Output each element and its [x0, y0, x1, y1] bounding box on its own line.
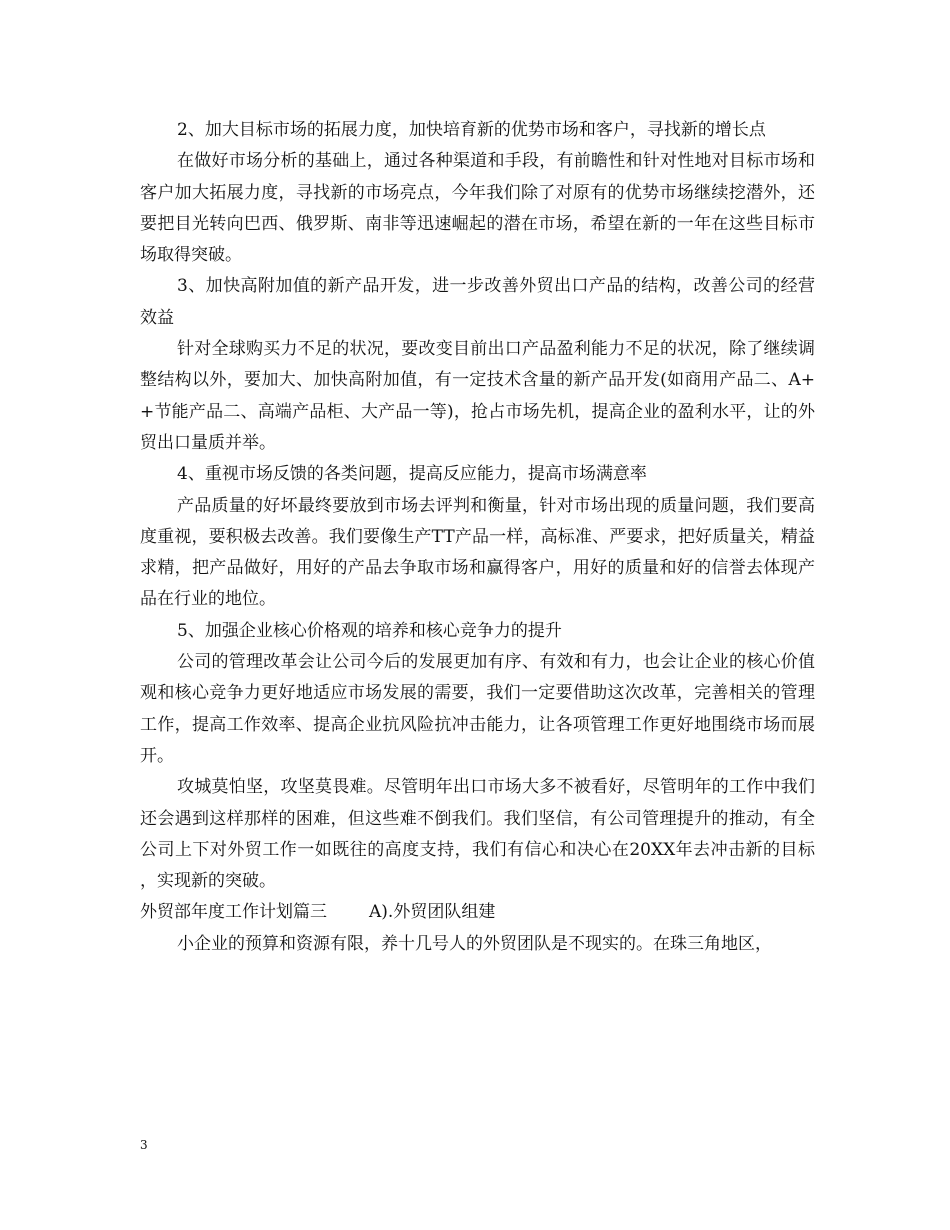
paragraph-item-2-heading: 2、加大目标市场的拓展力度，加快培育新的优势市场和客户，寻找新的增长点 [177, 120, 766, 140]
page-number: 3 [140, 1138, 148, 1152]
paragraph-item-4-heading: 4、重视市场反馈的各类问题，提高反应能力，提高市场满意率 [177, 464, 647, 485]
paragraph-closing: 攻城莫怕坚，攻坚莫畏难。尽管明年出口市场大多不被看好，尽管明年的工作中我们还会遇到这样那样的困难，但这些难不倒我们。我们坚信，有公司管理提升的推动，有全公司上下对外贸工作一如既往的高度支持，我们有信心和决心在20XX年去冲击新的目标 ，实现新的突破。 [140, 777, 815, 892]
paragraph-team-building: 小企业的预算和资源有限，养十几号人的外贸团队是不现实的。在珠三角地区， [177, 933, 772, 954]
paragraph-item-3-body: 针对全球购买力不足的状况，要改变目前出口产品盈利能力不足的状况，除了继续调整结构以外，要加大、加快高附加值，有一定技术含量的新产品开发(如商用产品二、A++节能产品二、高端产品柜、大产品一等)，抢占市场先机，提高企业的盈利水平，让的外贸出口量质并举。 [140, 339, 815, 453]
paragraph-item-3-heading: 3、加快高附加值的新产品开发，进一步改善外贸出口产品的结构，改善公司的经营效益 [140, 276, 815, 328]
document-body [140, 115, 815, 960]
paragraph-item-5-body: 公司的管理改革会让公司今后的发展更加有序、有效和有力，也会让企业的核心价值观和核心竞争力更好地适应市场发展的需要，我们一定要借助这次改革，完善相关的管理工作，提高工作效率、提高企业抗风险抗冲击能力，让各项管理工作更好地围绕市场而展开。 [140, 652, 815, 766]
paragraph-item-4-body: 产品质量的好坏最终要放到市场去评判和衡量，针对市场出现的质量问题，我们要高度重视，要积极去改善。我们要像生产TT产品一样，高标准、严要求，把好质量关，精益求精，把产品做好，用好的产品去争取市场和赢得客户，用好的质量和好的信誉去体现产品在行业的地位。 [140, 495, 815, 610]
paragraph-item-5-heading: 5、加强企业核心价格观的培养和核心竞争力的提升 [177, 620, 562, 641]
paragraph-item-2-body: 在做好市场分析的基础上，通过各种渠道和手段，有前瞻性和针对性地对目标市场和客户加大拓展力度，寻找新的市场亮点，今年我们除了对原有的优势市场继续挖潜外，还要把目光转向巴西、俄罗斯、南非等迅速崛起的潜在市场，希望在新的一年在这些目标市场取得突破。 [140, 151, 815, 266]
subsection-heading: A).外贸团队组建 [369, 902, 496, 923]
section-heading-line [140, 897, 815, 928]
section-heading: 外贸部年度工作计划篇三 [140, 902, 327, 923]
